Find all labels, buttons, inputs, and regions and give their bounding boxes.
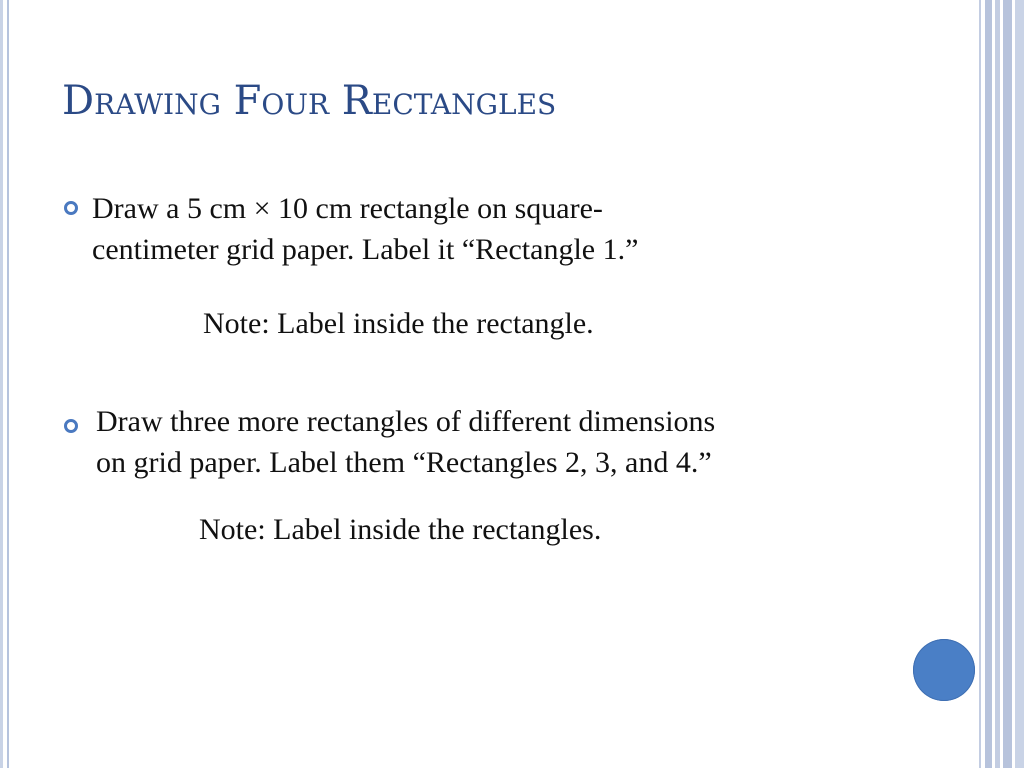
note-2: Note: Label inside the rectangles.	[199, 513, 602, 546]
right-border-bar	[985, 0, 992, 768]
right-border-bar	[995, 0, 1000, 768]
bullet-circle-icon	[64, 201, 78, 215]
bullet-1-line-1: Draw a 5 cm × 10 cm rectangle on square-	[92, 192, 603, 225]
left-border-line	[7, 0, 9, 768]
note-1: Note: Label inside the rectangle.	[203, 307, 594, 340]
right-border-line	[979, 0, 981, 768]
right-border-bar	[1003, 0, 1012, 768]
bullet-circle-icon	[64, 419, 78, 433]
bullet-1-line-2: centimeter grid paper. Label it “Rectangle 1.”	[92, 233, 639, 266]
bullet-2-line-2: on grid paper. Label them “Rectangles 2, 3, and 4.”	[96, 446, 712, 479]
decorative-circle	[913, 639, 975, 701]
bullet-2-line-1: Draw three more rectangles of different dimensions	[96, 405, 716, 438]
left-border-line	[0, 0, 3, 768]
slide-title: Drawing Four Rectangles	[62, 78, 557, 124]
bullet-text-2	[96, 401, 926, 483]
right-border-bar	[1015, 0, 1024, 768]
bullet-text-1	[92, 188, 852, 270]
